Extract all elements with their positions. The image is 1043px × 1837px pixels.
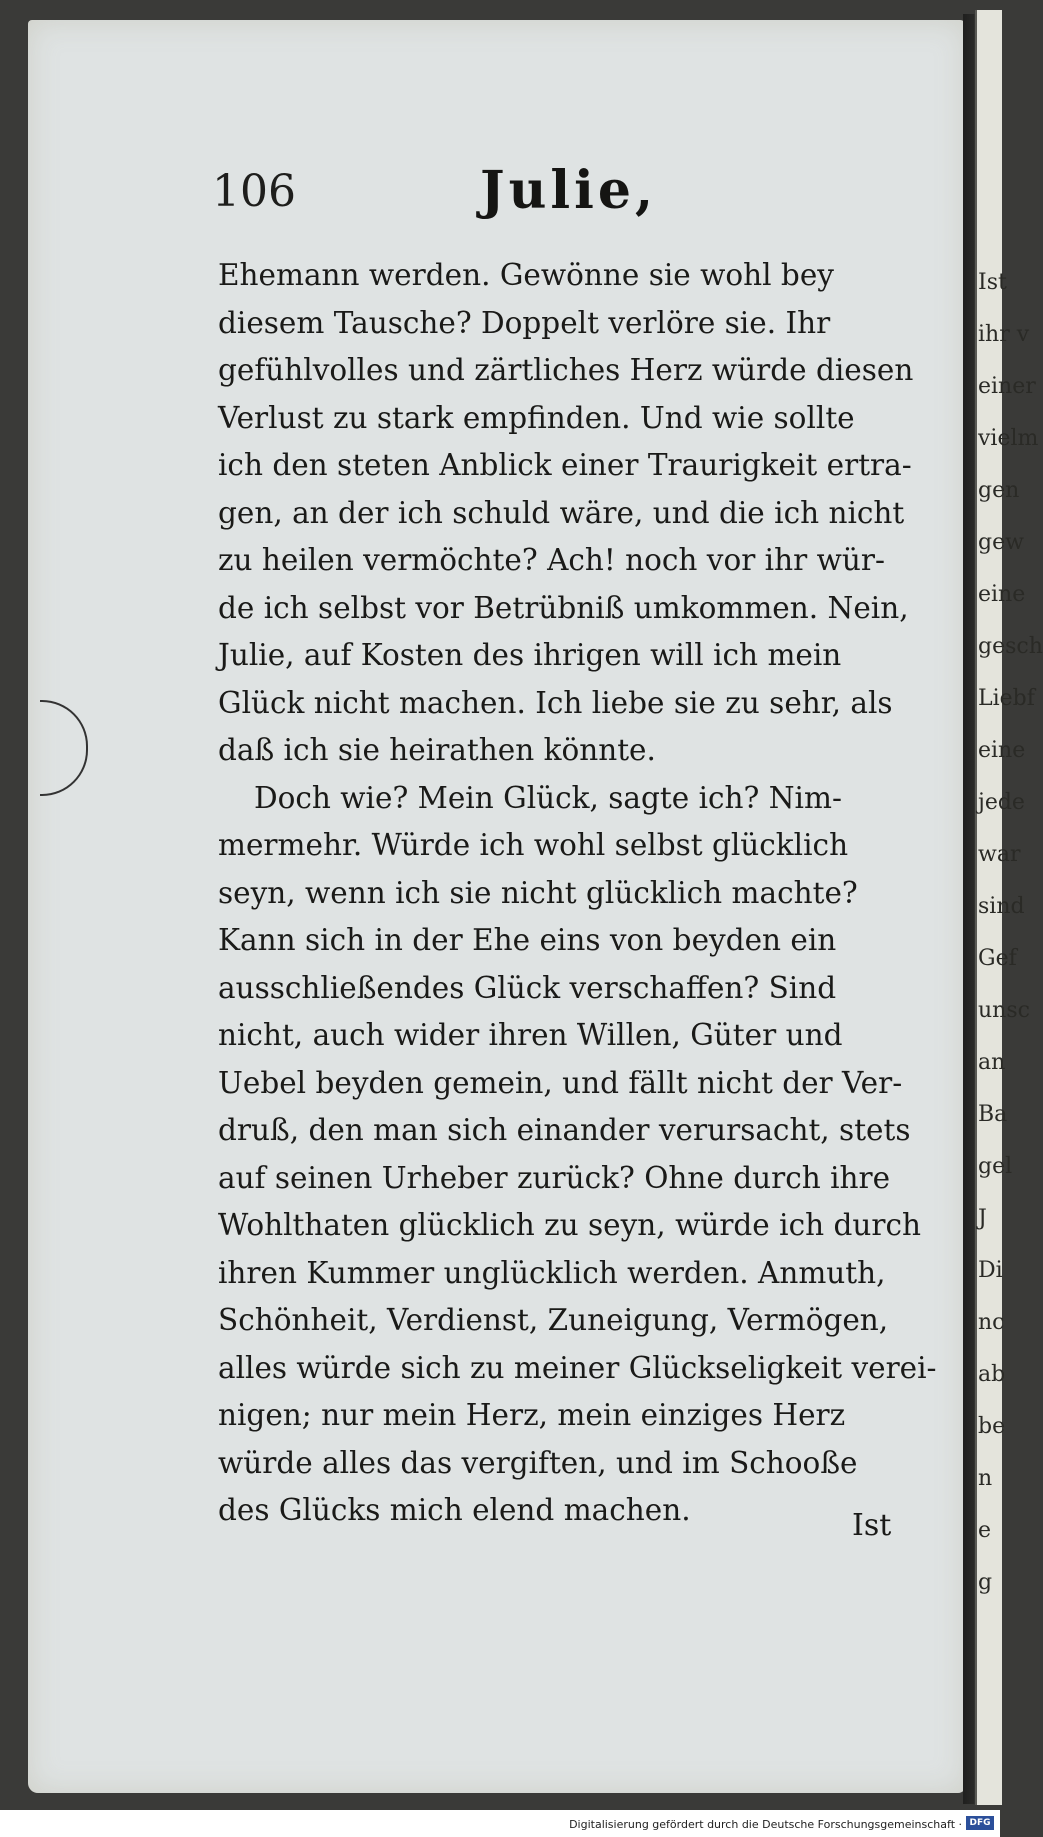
text-line: würde alles das vergiften, und im Schooße — [218, 1445, 858, 1480]
text-line: Uebel beyden gemein, und fällt nicht der Ver- — [218, 1065, 903, 1100]
text-line: Kann sich in der Ehe eins von beyden ein — [218, 923, 837, 957]
text-line: Doch wie? Mein Glück, sagte ich? Nim- — [254, 780, 842, 815]
footer-credit: Digitalisierung gefördert durch die Deutsche Forschungsgemeinschaft · — [569, 1818, 962, 1831]
text-line: Schönheit, Verdienst, Zuneigung, Vermögen, — [218, 1303, 889, 1337]
text-line: auf seinen Urheber zurück? Ohne durch ihre — [218, 1160, 891, 1195]
facing-page-fragment: nc — [978, 1310, 1005, 1335]
text-line: alles würde sich zu meiner Glückseligkeit verei- — [218, 1350, 937, 1385]
facing-page-fragment: gesch — [978, 634, 1043, 659]
facing-page-fragment: gen — [978, 478, 1020, 503]
facing-page-fragment: eine — [978, 738, 1026, 763]
facing-page-fragment: J — [978, 1206, 987, 1231]
running-title: Julie, — [480, 160, 658, 221]
facing-page-fragment: g — [978, 1570, 993, 1595]
catchword: Ist — [852, 1508, 892, 1543]
facing-page-fragment: e — [978, 1518, 992, 1543]
facing-page-fragment: an — [978, 1050, 1006, 1075]
text-line: gefühlvolles und zärtliches Herz würde diesen — [218, 353, 914, 387]
facing-page-fragment: gew — [978, 530, 1024, 555]
dfg-logo: DFG — [966, 1816, 994, 1830]
text-line: des Glücks mich elend machen. — [218, 1493, 691, 1527]
facing-page-fragment: war — [978, 842, 1021, 867]
text-line: Ehemann werden. Gewönne sie wohl bey — [218, 258, 834, 292]
facing-page-fragment: ihr v — [978, 322, 1030, 347]
text-line: ich den steten Anblick einer Traurigkeit ertra- — [218, 448, 912, 482]
text-line: ausschließendes Glück verschaffen? Sind — [218, 970, 837, 1005]
page-number: 106 — [212, 166, 296, 217]
facing-page-fragment: Gef — [978, 946, 1017, 971]
facing-page-fragment: Liebf — [978, 686, 1035, 711]
text-line: diesem Tausche? Doppelt verlöre sie. Ihr — [218, 305, 831, 340]
facing-page-fragment: Di — [978, 1258, 1003, 1283]
text-line: Julie, auf Kosten des ihrigen will ich mein — [218, 638, 842, 672]
digitization-footer — [0, 1810, 1000, 1837]
body-text — [218, 252, 937, 1535]
facing-page-fragment: jede — [978, 790, 1025, 815]
facing-page-fragment: Ist — [978, 270, 1007, 295]
text-line: druß, den man sich einander verursacht, stets — [218, 1113, 911, 1147]
text-line: mermehr. Würde ich wohl selbst glücklich — [218, 828, 849, 862]
facing-page-fragment: gel — [978, 1154, 1013, 1179]
text-line: de ich selbst vor Betrübniß umkommen. Nein, — [218, 590, 909, 625]
text-line: ihren Kummer unglücklich werden. Anmuth, — [218, 1255, 886, 1290]
facing-page-fragment: unsc — [978, 998, 1030, 1023]
text-line: daß ich sie heirathen könnte. — [218, 733, 656, 767]
facing-page-fragment: n — [978, 1466, 993, 1491]
facing-page-fragment: ab — [978, 1362, 1006, 1387]
text-line: Verlust zu stark empfinden. Und wie sollte — [218, 400, 855, 435]
facing-page-fragment: eine — [978, 582, 1026, 607]
facing-page-fragment: vielm — [978, 426, 1039, 451]
text-line: nigen; nur mein Herz, mein einziges Herz — [218, 1398, 846, 1432]
text-line: nicht, auch wider ihren Willen, Güter und — [218, 1018, 843, 1052]
text-line: zu heilen vermöchte? Ach! noch vor ihr wür- — [218, 543, 885, 577]
facing-page-fragment: be — [978, 1414, 1006, 1439]
page-header — [0, 160, 1000, 230]
facing-page-fragment: sind — [978, 894, 1025, 919]
text-line: seyn, wenn ich sie nicht glücklich machte? — [218, 875, 858, 910]
text-line: gen, an der ich schuld wäre, und die ich nicht — [218, 495, 905, 530]
facing-page-fragment: Ba — [978, 1102, 1008, 1127]
facing-page-fragment: einer — [978, 374, 1036, 399]
text-line: Glück nicht machen. Ich liebe sie zu sehr, als — [218, 685, 893, 720]
text-line: Wohlthaten glücklich zu seyn, würde ich durch — [218, 1208, 921, 1242]
